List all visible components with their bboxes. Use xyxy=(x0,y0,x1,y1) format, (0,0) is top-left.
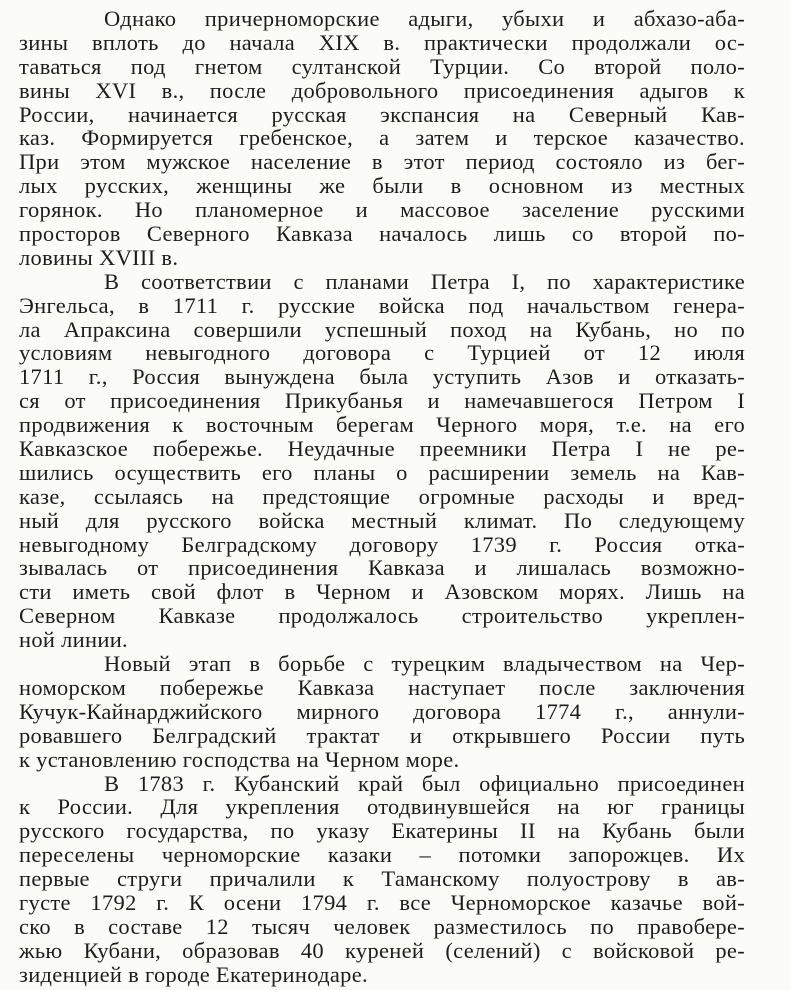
text-line: горянок. Но планомерное и массовое заселение русскими xyxy=(19,197,745,223)
text-line: продвижения к восточным берегам Черного моря, т.е. на его xyxy=(19,412,745,438)
text-line: зывалась от присоединения Кавказа и лишалась возможно- xyxy=(19,555,745,581)
text-line: вины XVI в., после добровольного присоединения адыгов к xyxy=(19,77,745,103)
text-line: таваться под гнетом султанской Турции. Со второй поло- xyxy=(19,53,745,79)
text-line: невыгодному Белградскому договору 1739 г. Россия отка- xyxy=(19,531,745,557)
text-line: ловины XVIII в. xyxy=(19,244,179,270)
text-line: шились осуществить его планы о расширении земель на Кав- xyxy=(19,459,745,485)
text-line: казе, ссылаясь на предстоящие огромные расходы и вред- xyxy=(19,483,745,509)
text-line: сти иметь свой флот в Черном и Азовском морях. Лишь на xyxy=(19,579,745,605)
text-line: При этом мужское население в этот период состояло из бег- xyxy=(19,149,745,175)
text-line: жью Кубани, образовав 40 куреней (селений) с войсковой ре- xyxy=(19,937,745,963)
text-line: Кавказское побережье. Неудачные преемники Петра I не ре- xyxy=(19,436,745,462)
text-line: зины вплоть до начала XIX в. практически продолжали ос- xyxy=(19,29,745,55)
paragraph-3 xyxy=(19,652,745,771)
text-line: переселены черноморские казаки – потомки запорожцев. Их xyxy=(19,842,745,868)
text-line: ный для русского войска местный климат. По следующему xyxy=(19,507,745,533)
paragraph-2 xyxy=(19,270,745,652)
text-line: Новый этап в борьбе с турецким владычеством на Чер- xyxy=(104,651,745,677)
text-line: 1711 г., Россия вынуждена была уступить Азов и отказать- xyxy=(19,364,745,390)
text-line: ровавшего Белградский трактат и открывшего России путь xyxy=(19,722,745,748)
paragraph-4 xyxy=(19,772,745,987)
text-line: Энгельса, в 1711 г. русские войска под начальством генера- xyxy=(19,292,745,318)
text-line: Однако причерноморские адыги, убыхи и абхазо-аба- xyxy=(104,6,745,31)
text-line: к России. Для укрепления отодвинувшейся на юг границы xyxy=(19,794,745,820)
text-line: В 1783 г. Кубанский край был официально присоединен xyxy=(104,770,745,796)
text-line: русского государства, по указу Екатерины II на Кубань были xyxy=(19,818,745,844)
text-line: зиденцией в городе Екатеринодаре. xyxy=(19,961,368,987)
text-line: к установлению господства на Черном море. xyxy=(19,746,460,772)
page-text-block xyxy=(19,7,745,987)
text-line: В соответствии с планами Петра I, по характеристике xyxy=(104,268,745,294)
text-line: условиям невыгодного договора с Турцией от 12 июля xyxy=(19,340,745,366)
text-line: Кучук-Кайнарджийского мирного договора 1774 г., аннули- xyxy=(19,698,745,724)
text-line: России, начинается русская экспансия на Северный Кав- xyxy=(19,101,745,127)
text-line: каз. Формируется гребенское, а затем и терское казачество. xyxy=(19,125,745,151)
text-line: первые струги причалили к Таманскому полуострову в ав- xyxy=(19,866,745,892)
text-line: ско в составе 12 тысяч человек разместилось по правобере- xyxy=(19,913,745,939)
text-line: ся от присоединения Прикубанья и намечавшегося Петром I xyxy=(19,388,745,414)
text-line: лых русских, женщины же были в основном из местных xyxy=(19,173,745,199)
text-line: просторов Северного Кавказа началось лишь со второй по- xyxy=(19,221,745,247)
text-line: номорском побережье Кавказа наступает после заключения xyxy=(19,674,745,700)
text-line: ной линии. xyxy=(19,627,128,653)
text-line: ла Апраксина совершили успешный поход на Кубань, но по xyxy=(19,316,745,342)
paragraph-1 xyxy=(19,7,745,270)
text-line: Северном Кавказе продолжалось строительство укреплен- xyxy=(19,603,745,629)
text-line: густе 1792 г. К осени 1794 г. все Черноморское казачье вой- xyxy=(19,889,745,915)
